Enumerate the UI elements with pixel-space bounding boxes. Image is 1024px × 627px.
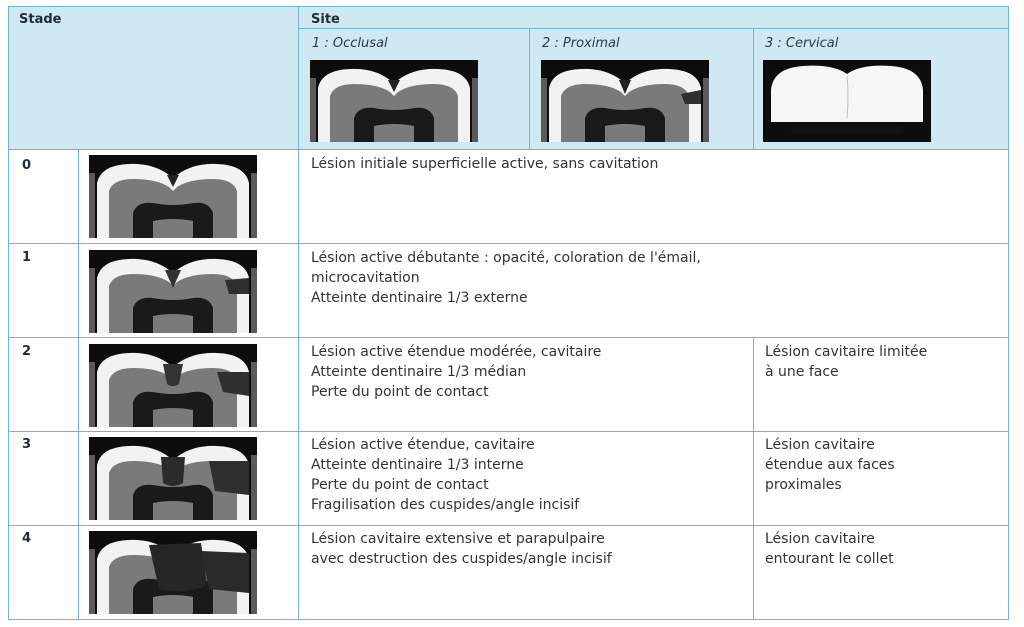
description-line: Atteinte dentinaire 1/3 externe bbox=[311, 290, 528, 306]
row-divider bbox=[298, 28, 1009, 29]
tooth-stage-4-diagram bbox=[89, 531, 257, 614]
site-cervical-label: 3 : Cervical bbox=[765, 36, 839, 51]
description-line: étendue aux faces bbox=[765, 457, 895, 473]
stage-4-cervical-description bbox=[765, 529, 894, 569]
table-border bbox=[8, 619, 1009, 620]
column-divider bbox=[529, 28, 530, 149]
site-occlusal-label: 1 : Occlusal bbox=[312, 36, 388, 51]
stage-1-description bbox=[311, 248, 701, 308]
description-line: entourant le collet bbox=[765, 551, 894, 567]
description-line: à une face bbox=[765, 364, 839, 380]
stage-3-label: 3 bbox=[22, 437, 32, 452]
description-line: Lésion active étendue modérée, cavitaire bbox=[311, 344, 602, 360]
description-line: microcavitation bbox=[311, 270, 420, 286]
site-proximal-label: 2 : Proximal bbox=[542, 36, 620, 51]
site-header: Site bbox=[311, 12, 340, 27]
tooth-stage-2-diagram bbox=[89, 344, 257, 427]
description-line: Lésion active débutante : opacité, coloration de l'émail, bbox=[311, 250, 701, 266]
row-divider bbox=[8, 337, 1009, 338]
stage-4-description bbox=[311, 529, 612, 569]
column-divider bbox=[78, 149, 79, 620]
row-divider bbox=[8, 149, 1009, 150]
description-line: Atteinte dentinaire 1/3 interne bbox=[311, 457, 524, 473]
description-line: Lésion cavitaire bbox=[765, 531, 875, 547]
stage-4-label: 4 bbox=[22, 531, 32, 546]
tooth-stage-3-diagram bbox=[89, 437, 257, 520]
stage-0-label: 0 bbox=[22, 158, 32, 173]
column-divider bbox=[298, 6, 299, 620]
description-line: Perte du point de contact bbox=[311, 477, 489, 493]
tooth-cervical-diagram bbox=[763, 60, 931, 142]
stage-3-cervical-description bbox=[765, 435, 895, 495]
row-divider bbox=[8, 431, 1009, 432]
tooth-stage-1-diagram bbox=[89, 250, 257, 333]
description-line: Lésion cavitaire extensive et parapulpaire bbox=[311, 531, 605, 547]
tooth-stage-0-diagram bbox=[89, 155, 257, 238]
table-border bbox=[8, 6, 1009, 7]
description-line: Lésion cavitaire limitée bbox=[765, 344, 928, 360]
description-line: avec destruction des cuspides/angle incisif bbox=[311, 551, 612, 567]
stage-0-description bbox=[311, 154, 658, 174]
table-border bbox=[1008, 6, 1009, 620]
description-line: Perte du point de contact bbox=[311, 384, 489, 400]
stage-3-description bbox=[311, 435, 579, 515]
row-divider bbox=[8, 243, 1009, 244]
stage-2-label: 2 bbox=[22, 344, 32, 359]
description-line: Atteinte dentinaire 1/3 médian bbox=[311, 364, 527, 380]
tooth-proximal-diagram bbox=[541, 60, 709, 142]
description-line: proximales bbox=[765, 477, 842, 493]
stage-1-label: 1 bbox=[22, 250, 32, 265]
tooth-occlusal-diagram bbox=[310, 60, 478, 142]
description-line: Lésion active étendue, cavitaire bbox=[311, 437, 535, 453]
column-divider bbox=[753, 337, 754, 620]
table-border bbox=[8, 6, 9, 620]
column-divider bbox=[753, 28, 754, 149]
stade-header: Stade bbox=[19, 12, 62, 27]
row-divider bbox=[8, 525, 1009, 526]
description-line: Lésion cavitaire bbox=[765, 437, 875, 453]
description-line: Lésion initiale superficielle active, sans cavitation bbox=[311, 156, 659, 172]
stage-2-cervical-description bbox=[765, 342, 927, 382]
description-line: Fragilisation des cuspides/angle incisif bbox=[311, 497, 580, 513]
stage-2-description bbox=[311, 342, 601, 402]
